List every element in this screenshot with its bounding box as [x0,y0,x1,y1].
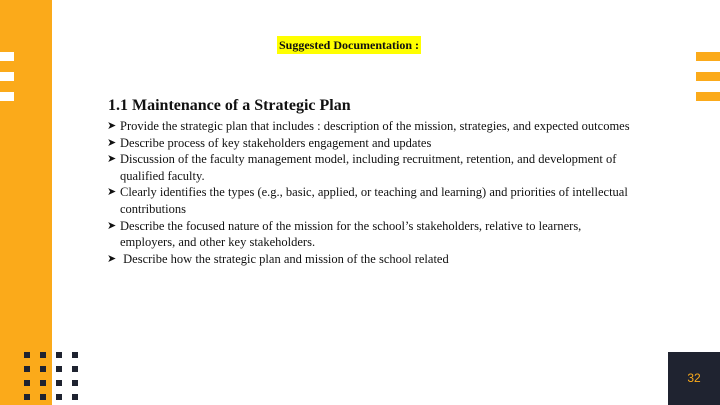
band-stripe [0,52,14,61]
arrow-bullet-icon: ➤ [107,219,117,232]
dot [72,380,78,386]
band-stripe [0,72,14,81]
decorative-dot-grid [24,352,84,405]
bullet-text: Clearly identifies the types (e.g., basic, applied, or teaching and learning) and priorities of intellectual contributions [120,185,628,216]
dot [24,352,30,358]
bullet-text: Provide the strategic plan that includes : description of the mission, strategies, and expected outcomes [120,119,630,133]
bullet-item [107,135,637,152]
dot [24,394,30,400]
dot [56,394,62,400]
dot [24,380,30,386]
page-number-box [668,352,720,405]
dot [40,394,46,400]
section-heading: 1.1 Maintenance of a Strategic Plan [108,97,351,114]
dot [24,366,30,372]
arrow-bullet-icon: ➤ [107,153,117,166]
dot [72,352,78,358]
bullet-item [107,118,637,135]
dot [40,380,46,386]
arrow-bullet-icon: ➤ [107,252,117,265]
bullet-item [107,151,637,184]
bullet-text: Describe the focused nature of the mission for the school’s stakeholders, relative to learners, employers, and other key stakeholders. [120,218,582,250]
left-accent-band [0,0,52,405]
right-decor-stripe [696,92,720,101]
right-decor-stripe [696,72,720,81]
page-number: 32 [687,371,701,385]
band-stripe [0,92,14,101]
dot [40,366,46,372]
bullet-text: Describe how the strategic plan and mission of the school related [120,251,449,266]
bullet-item [107,251,637,268]
dot [56,380,62,386]
bullet-list [107,118,637,267]
bullet-text: Describe process of key stakeholders engagement and updates [120,135,432,150]
dot [72,366,78,372]
right-decor-stripe [696,52,720,61]
arrow-bullet-icon: ➤ [107,136,117,149]
bullet-item [107,218,637,251]
header-title: Suggested Documentation : [279,38,419,52]
dot [56,366,62,372]
dot [56,352,62,358]
dot [40,352,46,358]
bullet-text: Discussion of the faculty management model, including recruitment, retention, and development of qualified faculty. [120,152,617,183]
bullet-item [107,184,637,217]
arrow-bullet-icon: ➤ [107,120,117,132]
dot [72,394,78,400]
arrow-bullet-icon: ➤ [107,186,117,199]
